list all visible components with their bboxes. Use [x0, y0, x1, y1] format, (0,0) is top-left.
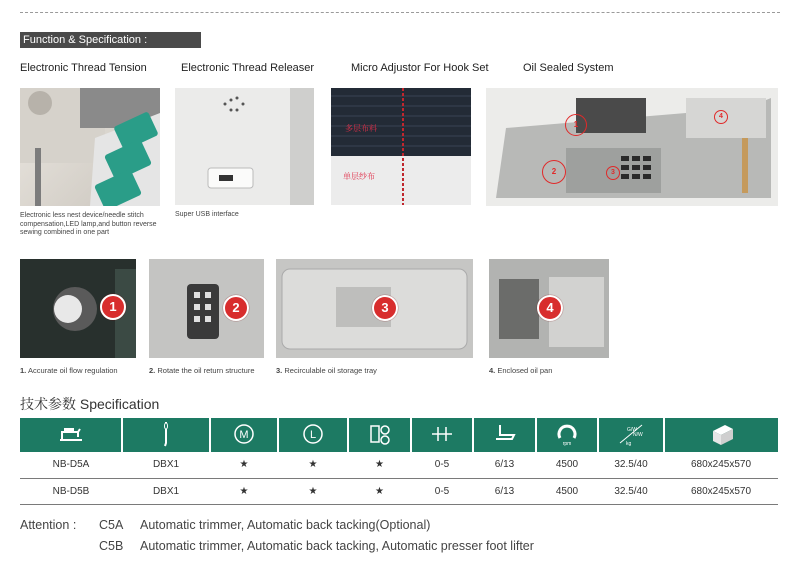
speed-unit: rpm: [562, 440, 572, 446]
usb-caption: Super USB interface: [175, 211, 239, 218]
box-icon: [664, 418, 778, 452]
spec-cell-size: 680x245x570: [664, 452, 778, 478]
attention-text-c5b: Automatic trimmer, Automatic back tacking, Automatic presser foot lifter: [140, 539, 534, 553]
spec-cell-lamp: ★: [278, 452, 348, 478]
sewing-machine-icon: [20, 418, 122, 452]
oil-callout-4: 4: [714, 110, 728, 124]
oil-system-photo: [486, 88, 778, 206]
usb-device-illustration: [175, 88, 314, 205]
thread-tension-caption: Electronic less nest device/needle stitch compensation,LED lamp,and button reverse sewing combined in one part: [20, 212, 157, 236]
spec-cell-needle: DBX1: [122, 478, 210, 504]
oil-part-4-photo: [489, 259, 609, 358]
oil-part-badge-3: 3: [372, 295, 398, 321]
spec-cell-weight: 32.5/40: [598, 478, 664, 504]
weight-kg: kg: [626, 440, 632, 447]
spec-cell-model: NB-D5B: [20, 478, 122, 504]
feature-title-thread-tension: Electronic Thread Tension: [20, 62, 147, 74]
oil-part-badge-1: 1: [100, 294, 126, 320]
attention-model-c5a: C5A: [99, 518, 124, 532]
hook-adjustor-photo: [331, 88, 471, 205]
oil-part-caption-4: 4. Enclosed oil pan: [489, 366, 553, 375]
spec-cell-model: NB-D5A: [20, 452, 122, 478]
spec-title: 技术参数 Specification: [20, 396, 160, 412]
motor-m-icon: [210, 418, 278, 452]
spec-cell-lift: 6/13: [473, 478, 536, 504]
spec-cell-lamp: ★: [278, 478, 348, 504]
presser-foot-icon: [473, 418, 536, 452]
top-divider: [20, 12, 780, 13]
oil-part-badge-2: 2: [223, 295, 249, 321]
oil-part-1-photo: [20, 259, 136, 358]
weight-gw: G/W: [627, 426, 637, 433]
oil-part-caption-3: 3. Recirculable oil storage tray: [276, 366, 377, 375]
weight-nw: N/W: [633, 431, 643, 438]
spec-header-row: [20, 418, 778, 452]
oil-callout-2: 2: [542, 160, 566, 184]
spec-cell-trimmer: ★: [348, 478, 411, 504]
thread-tension-illustration: [20, 88, 160, 206]
spec-cell-needle: DBX1: [122, 452, 210, 478]
oil-callout-1: 1: [565, 114, 587, 136]
usb-releaser-photo: [175, 88, 314, 205]
attention-model-c5b: C5B: [99, 539, 124, 553]
attention-text-c5a: Automatic trimmer, Automatic back tacking(Optional): [140, 518, 431, 532]
spec-cell-motor: ★: [210, 452, 278, 478]
fabric-label-single: 单层纱布: [343, 172, 375, 181]
needle-icon: [122, 418, 210, 452]
oil-part-2-photo: [149, 259, 264, 358]
speed-icon: [536, 418, 598, 452]
oil-part-caption-2: 2. Rotate the oil return structure: [149, 366, 255, 375]
svg-text:L: L: [309, 428, 317, 441]
spec-cell-stitch: 0-5: [411, 478, 473, 504]
spec-cell-stitch: 0-5: [411, 452, 473, 478]
svg-text:M: M: [239, 428, 249, 441]
fabric-label-multi: 多层布料: [345, 124, 377, 133]
spec-cell-weight: 32.5/40: [598, 452, 664, 478]
spec-cell-motor: ★: [210, 478, 278, 504]
spec-row: [20, 452, 778, 478]
weight-icon: [598, 418, 664, 452]
spec-table: [20, 418, 778, 505]
trimmer-icon: [348, 418, 411, 452]
spec-cell-speed: 4500: [536, 452, 598, 478]
thread-tension-photo: [20, 88, 160, 206]
oil-part-badge-4: 4: [537, 295, 563, 321]
spec-cell-speed: 4500: [536, 478, 598, 504]
spec-row: [20, 478, 778, 504]
oil-callout-3: 3: [606, 166, 620, 180]
oil-system-illustration: [486, 88, 778, 206]
stitch-length-icon: [411, 418, 473, 452]
fabric-stitch-illustration: [331, 88, 471, 205]
feature-title-thread-releaser: Electronic Thread Releaser: [181, 62, 315, 74]
spec-cell-size: 680x245x570: [664, 478, 778, 504]
attention-label: Attention :: [20, 518, 77, 532]
section-label: Function & Specification :: [20, 32, 201, 48]
spec-cell-trimmer: ★: [348, 452, 411, 478]
spec-cell-lift: 6/13: [473, 452, 536, 478]
lamp-l-icon: [278, 418, 348, 452]
feature-title-oil-sealed: Oil Sealed System: [523, 62, 614, 74]
oil-part-caption-1: 1. Accurate oil flow regulation: [20, 366, 118, 375]
oil-part-3-photo: [276, 259, 473, 358]
feature-title-hook-adjustor: Micro Adjustor For Hook Set: [351, 62, 489, 74]
